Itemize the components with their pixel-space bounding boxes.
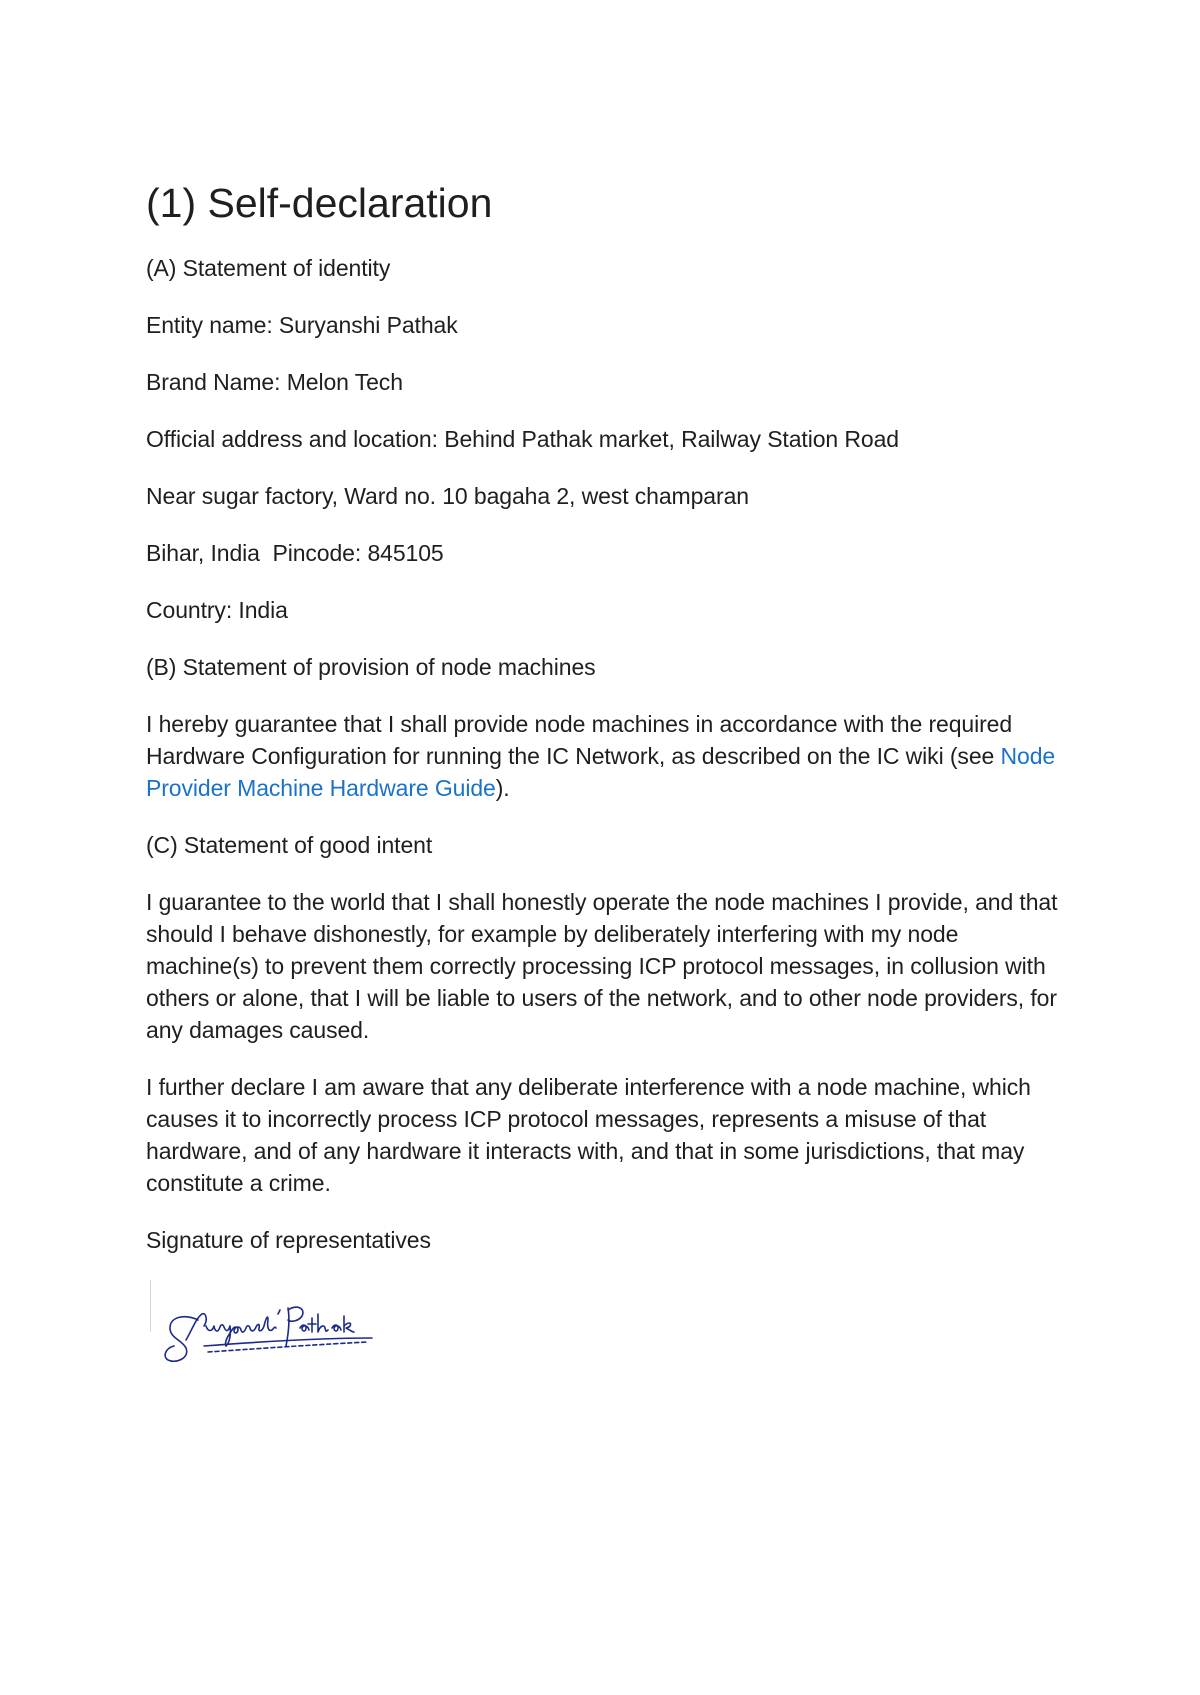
section-b-text-after: ). <box>495 775 510 801</box>
section-c-paragraph-2: I further declare I am aware that any deliberate interference with a node machine, which causes it to incorrectly process ICP protocol messages, represents a misuse of that hardware, and of any hardware it interacts with, and that in some jurisdictions, that may constitute a crime. <box>146 1074 1031 1196</box>
section-b-text-before: I hereby guarantee that I shall provide node machines in accordance with the required Hardware Configuration for running the IC Network, as described on the IC wiki (see <box>146 711 1013 769</box>
signature-handwriting <box>146 1280 406 1370</box>
entity-name: Entity name: Suryanshi Pathak <box>146 312 458 338</box>
brand-name: Brand Name: Melon Tech <box>146 369 403 395</box>
signature <box>146 1280 406 1370</box>
section-c-title: (C) Statement of good intent <box>146 832 433 858</box>
page-title: (1) Self-declaration <box>146 180 493 226</box>
hardware-guide-link[interactable]: Node Provider Machine Hardware Guide <box>146 743 1056 801</box>
address-line-1: Official address and location: Behind Pathak market, Railway Station Road <box>146 426 899 452</box>
section-b-paragraph <box>146 708 1066 804</box>
section-a-title: (A) Statement of identity <box>146 255 391 281</box>
address-line-2: Near sugar factory, Ward no. 10 bagaha 2, west champaran <box>146 483 749 509</box>
section-b-title: (B) Statement of provision of node machines <box>146 654 596 680</box>
section-c-paragraph-1: I guarantee to the world that I shall honestly operate the node machines I provide, and that should I behave dishonestly, for example by deliberately interfering with my node machine(s) to prevent them correctly processing ICP protocol messages, in collusion with others or alone, that I will be liable to users of the network, and to other node providers, for any damages caused. <box>146 889 1058 1043</box>
signature-label: Signature of representatives <box>146 1227 431 1253</box>
country: Country: India <box>146 597 288 623</box>
address-line-3: Bihar, India Pincode: 845105 <box>146 540 444 566</box>
document-body <box>146 176 1066 1281</box>
